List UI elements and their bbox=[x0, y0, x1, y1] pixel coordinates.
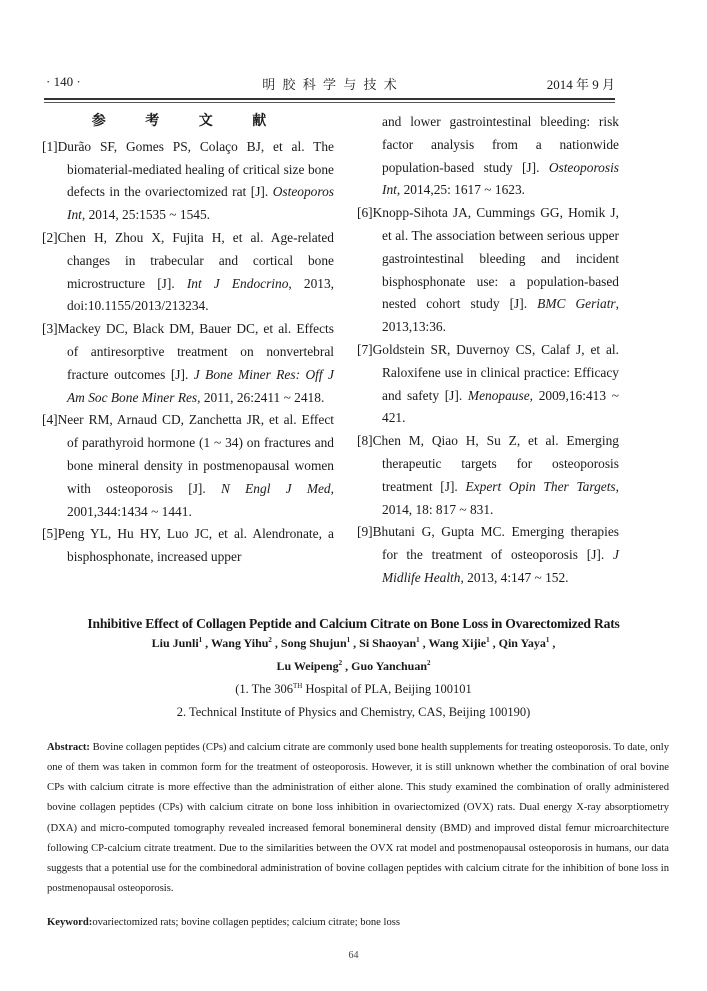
page-number-footer: 64 bbox=[348, 950, 359, 962]
reference-item bbox=[357, 339, 619, 430]
reference-journal: J Midlife Health bbox=[382, 547, 619, 585]
reference-rest: , 2014,25: 1617 ~ 1623. bbox=[396, 182, 526, 198]
reference-rest: , 2013,13:36. bbox=[382, 296, 619, 335]
reference-label: [1] bbox=[42, 138, 58, 154]
reference-journal: Osteoporosis Int bbox=[382, 159, 619, 198]
authors-line-2: Lu Weipeng$^2$ , Guo Yanchuan$^2$ bbox=[276, 658, 431, 673]
keyword-text: ovariectomized rats; bovine collagen peptides; calcium citrate; bone loss bbox=[92, 917, 401, 929]
reference-item bbox=[42, 409, 334, 523]
reference-rest: , 2013, doi:10.1155/2013/213234. bbox=[67, 275, 335, 314]
reference-item bbox=[357, 430, 619, 521]
reference-label: [8] bbox=[357, 433, 373, 449]
references-left-column bbox=[42, 111, 334, 590]
references-heading: 参 考 文 献 bbox=[91, 114, 285, 129]
reference-rest: , 2001,344:1434 ~ 1441. bbox=[67, 480, 334, 519]
reference-journal: Int J Endocrino bbox=[186, 275, 289, 291]
reference-text: Knopp-Sihota JA, Cummings GG, Homik J, et al. The association between serious upper gastrointestinal bleeding and incident bisphosphonate use: a population-based nested cohort study [J]. bbox=[372, 205, 619, 312]
reference-text: Chen H, Zhou X, Fujita H, et al. Age-related changes in trabecular and cortical bone microstructure [J]. bbox=[57, 229, 334, 291]
author: Guo Yanchuan$^2$ bbox=[351, 658, 431, 673]
author: Wang Yihu$^2$ bbox=[210, 635, 272, 650]
reference-text: Durão SF, Gomes PS, Colaço BJ, et al. The biomaterial-mediated healing of critical size bone defects in the ovariectomized rat [J]. bbox=[57, 138, 334, 200]
affiliation-2: 2. Technical Institute of Physics and Chemistry, CAS, Beijing 100190) bbox=[176, 704, 531, 719]
reference-item bbox=[357, 202, 619, 339]
reference-rest: , 2009,16:413 ~ 421. bbox=[382, 387, 619, 426]
header-rule bbox=[44, 98, 615, 100]
abstract-text: Bovine collagen peptides (CPs) and calcium citrate are commonly used bone health supplements for treating osteoporosis. To date, only one of them was taken in common form for the treatment of osteoporosis. However, it is still unknown whether the combination of oral bovine CPs with calcium citrate is more effective than the administration of either alone. This study examined the combination of orally administered bovine collagen peptides (CPs) with calcium citrate on bone loss inhibition in ovariectomized (OVX) rats. Dual energy X-ray absorptiometry (DXA) and micro-computed tomography revealed increased femoral bonemineral density (BMD) and improved distal femur microarchitecture following CP-calcium citrate treatment. Due to the similarities between the OVX rat model and postmenopausal osteoporosis in humans, our data suggests that a potential use for the combinedoral administration of bovine collagen peptides with calcium citrate for the inhibition of bone loss in postmenopausal osteoporosis. bbox=[47, 741, 669, 895]
references-right-column bbox=[357, 111, 619, 590]
reference-journal: BMC Geriatr bbox=[537, 296, 616, 312]
reference-text: Mackey DC, Black DM, Bauer DC, et al. Effects of antiresorptive treatment on nonvertebral fracture outcomes [J]. bbox=[57, 321, 334, 382]
author: Si Shaoyan$^1$ bbox=[359, 635, 420, 650]
article-title: Inhibitive Effect of Collagen Peptide and Calcium Citrate on Bone Loss in Ovarectomized Rats bbox=[87, 615, 620, 631]
reference-journal: Osteoporos Int bbox=[67, 184, 334, 223]
reference-rest: , 2014, 25:1535 ~ 1545. bbox=[81, 207, 211, 223]
reference-item bbox=[42, 227, 334, 318]
reference-label: [2] bbox=[42, 229, 58, 245]
author: Wang Xijie$^1$ bbox=[428, 635, 490, 650]
reference-item bbox=[42, 523, 334, 569]
author: Lu Weipeng$^2$ bbox=[276, 658, 343, 673]
reference-text: and lower gastrointestinal bleeding: risk factor analysis from a nationwide population-based study [J]. bbox=[382, 114, 619, 175]
reference-journal: Expert Opin Ther Targets bbox=[465, 478, 616, 494]
reference-item bbox=[42, 318, 334, 409]
reference-text: Neer RM, Arnaud CD, Zanchetta JR, et al. Effect of parathyroid hormone (1 ~ 34) on fractures and bone mineral density in postmenopausal women with osteoporosis [J]. bbox=[57, 412, 334, 496]
abstract bbox=[47, 738, 669, 900]
reference-text: Bhutani G, Gupta MC. Emerging therapies for the treatment of osteoporosis [J]. bbox=[372, 524, 619, 563]
journal-name: 明 胶 科 学 与 技 术 bbox=[262, 77, 399, 92]
reference-label: [7] bbox=[357, 341, 373, 357]
keywords bbox=[47, 917, 669, 928]
reference-item bbox=[42, 136, 334, 227]
authors-line-1: Liu Junli$^1$ , Wang Yihu$^2$ , Song Shujun$^1$ , Si Shaoyan$^1$ , Wang Xijie$^1$ , Qin Yaya$^1$ , bbox=[151, 635, 556, 650]
page-number-header: · 140 · bbox=[46, 74, 81, 89]
reference-continuation bbox=[357, 111, 619, 202]
keyword-label: Keyword: bbox=[47, 917, 93, 929]
reference-rest: , 2014, 18: 817 ~ 831. bbox=[382, 478, 620, 517]
reference-journal: N Engl J Med bbox=[220, 480, 331, 496]
running-header bbox=[46, 74, 615, 94]
reference-item bbox=[357, 521, 619, 589]
abstract-label: Abstract: bbox=[47, 741, 90, 753]
header-rule-thin bbox=[44, 102, 615, 103]
author: Song Shujun$^1$ bbox=[280, 635, 351, 650]
reference-journal: Menopause bbox=[467, 387, 530, 403]
author: Qin Yaya$^1$ bbox=[498, 635, 550, 650]
author: Liu Junli$^1$ bbox=[151, 635, 203, 650]
reference-journal: J Bone Miner Res: Off J Am Soc Bone Miner Res bbox=[67, 366, 334, 405]
reference-text: Goldstein SR, Duvernoy CS, Calaf J, et al. Raloxifene use in clinical practice: Efficacy and safety [J]. bbox=[372, 341, 619, 403]
references-section bbox=[42, 111, 619, 590]
affiliation-1: (1. The 306TH Hospital of PLA, Beijing 100101 bbox=[235, 681, 472, 696]
reference-label: [5] bbox=[42, 526, 58, 542]
reference-text: Chen M, Qiao H, Su Z, et al. Emerging therapeutic targets for osteoporosis treatment [J]. bbox=[372, 433, 619, 494]
reference-label: [4] bbox=[42, 412, 58, 428]
issue-date: 2014 年 9 月 bbox=[546, 77, 615, 92]
reference-label: [9] bbox=[357, 524, 373, 540]
reference-rest: , 2011, 26:2411 ~ 2418. bbox=[197, 389, 325, 405]
reference-label: [3] bbox=[42, 321, 58, 337]
reference-rest: , 2013, 4:147 ~ 152. bbox=[460, 569, 569, 585]
reference-label: [6] bbox=[357, 205, 373, 221]
reference-text: Peng YL, Hu HY, Luo JC, et al. Alendronate, a bisphosphonate, increased upper bbox=[57, 526, 334, 565]
